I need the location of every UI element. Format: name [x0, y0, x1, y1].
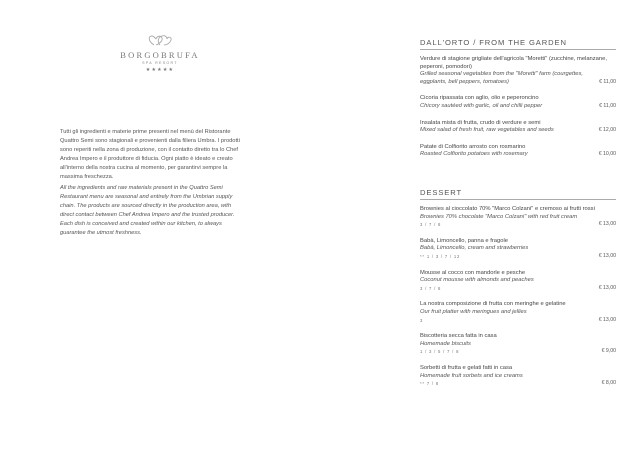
dish-name-it: Brownies al cioccolato 70% "Marco Colzani" e cremoso ai frutti rossi: [420, 206, 595, 212]
menu-item: [420, 270, 616, 293]
dish-name-en: Homemade fruit sorbets and ice creams: [420, 372, 523, 379]
section-title: DESSERT: [420, 188, 616, 200]
intro-text: [60, 128, 240, 240]
dish-name-en: Homemade biscuits: [420, 340, 471, 347]
price: € 10,00: [598, 151, 616, 158]
dish-name-it: La nostra composizione di frutta con meringhe e gelatine: [420, 301, 566, 308]
price: € 13,00: [598, 284, 616, 291]
brand-subtitle: SPA RESORT: [142, 61, 178, 65]
dish-name-it: Cicoria ripassata con aglio, olio e peperoncino: [420, 95, 539, 102]
menu-item: [420, 120, 616, 135]
logo-mark-icon: [147, 34, 173, 47]
dish-name-en: Coconut mousse with almonds and peaches: [420, 277, 534, 284]
intro-english: All the ingredients and raw materials present in the Quattro Semi Restaurant menu are seasonal and entirely from the Umbrian supply chain. The products are sourced directly in the production area, with direct contact between Chef Andrea Impero and the trusted producer. Each dish is conceived and created within our kitchen, to always guarantee the utmost freshness.: [60, 185, 235, 236]
right-page: [320, 0, 640, 460]
allergen-codes: 3: [420, 317, 424, 323]
section-garden: [420, 38, 616, 168]
menu-item: [420, 333, 616, 356]
section-title: DALL'ORTO / FROM THE GARDEN: [420, 38, 616, 50]
allergen-codes: 3 / 7 / 8: [420, 222, 442, 228]
price: € 13,00: [598, 316, 616, 323]
allergen-codes: 1 / 3 / 5 / 7 / 8: [420, 349, 460, 355]
price: € 11,00: [599, 102, 616, 109]
dish-name-en: Grilled seasonal vegetables from the "Moretti" farm (courgettes, eggplants, bell peppers, tomatoes): [420, 71, 583, 85]
menu-item: [420, 56, 616, 86]
dish-name-en: Babà, Limoncello, cream and strawberries: [420, 245, 529, 252]
price: € 13,00: [598, 221, 616, 228]
menu-item: [420, 144, 616, 159]
dish-name-en: Brownies 70% chocolate "Marco Colzani" with red fruit cream: [420, 213, 578, 220]
menu-item: [420, 365, 616, 388]
dish-name-it: Sorbetti di frutta e gelati fatti in casa: [420, 364, 513, 371]
price: € 13,00: [598, 252, 616, 259]
dish-name-en: Mixed salad of fresh fruit, raw vegetables and seeds: [420, 127, 554, 134]
allergen-codes: 3 / 7 / 8: [420, 285, 442, 291]
price: € 9,00: [601, 348, 616, 355]
dish-name-en: Chicory sautéed with garlic, oil and chilli pepper: [420, 102, 543, 109]
dish-name-it: Biscotteria secca fatta in casa: [420, 333, 497, 340]
intro-italian: Tutti gli ingredienti e materie prime presenti nel menù del Ristorante Quattro Semi sono stagionali e provenienti dalla filiera Umbra. I prodotti sono reperiti nella zona di produzione, con il contatto diretto tra lo Chef Andrea Impero e il produttore di fiducia. Ogni piatto è ideato e creato all'interno della nostra cucina al momento, per garantirvi sempre la massima freschezza.: [60, 129, 240, 180]
dish-name-en: Roasted Colfiorito potatoes with rosemary: [420, 151, 528, 158]
dish-name-en: Our fruit platter with meringues and jellies: [420, 308, 527, 315]
allergen-codes: ** 1 / 3 / 7 / 12: [420, 253, 461, 259]
menu-item: [420, 301, 616, 324]
dish-name-it: Verdure di stagione grigliate dell'agricola "Moretti" (zucchine, melanzane, peperoni, pomodori): [420, 56, 607, 70]
price: € 11,00: [599, 78, 616, 85]
menu-item: [420, 95, 616, 110]
price: € 12,00: [598, 127, 616, 134]
brand-name: BORGOBRUFA: [120, 50, 200, 60]
menu-item: [420, 238, 616, 261]
dish-name-it: Babà, Limoncello, panna e fragole: [420, 237, 508, 244]
dish-name-it: Insalata mista di frutta, crudo di verdure e semi: [420, 119, 541, 126]
star-rating: ★★★★★: [145, 67, 175, 73]
logo: [110, 34, 210, 73]
menu-item: [420, 206, 616, 229]
dish-name-it: Patate di Colfiorito arrosto con rosmarino: [420, 143, 526, 150]
allergen-codes: ** 7 / 8: [420, 381, 439, 387]
dish-name-it: Mousse al cocco con mandorle e pesche: [420, 269, 526, 276]
section-dessert: [420, 188, 616, 397]
price: € 8,00: [601, 380, 616, 387]
